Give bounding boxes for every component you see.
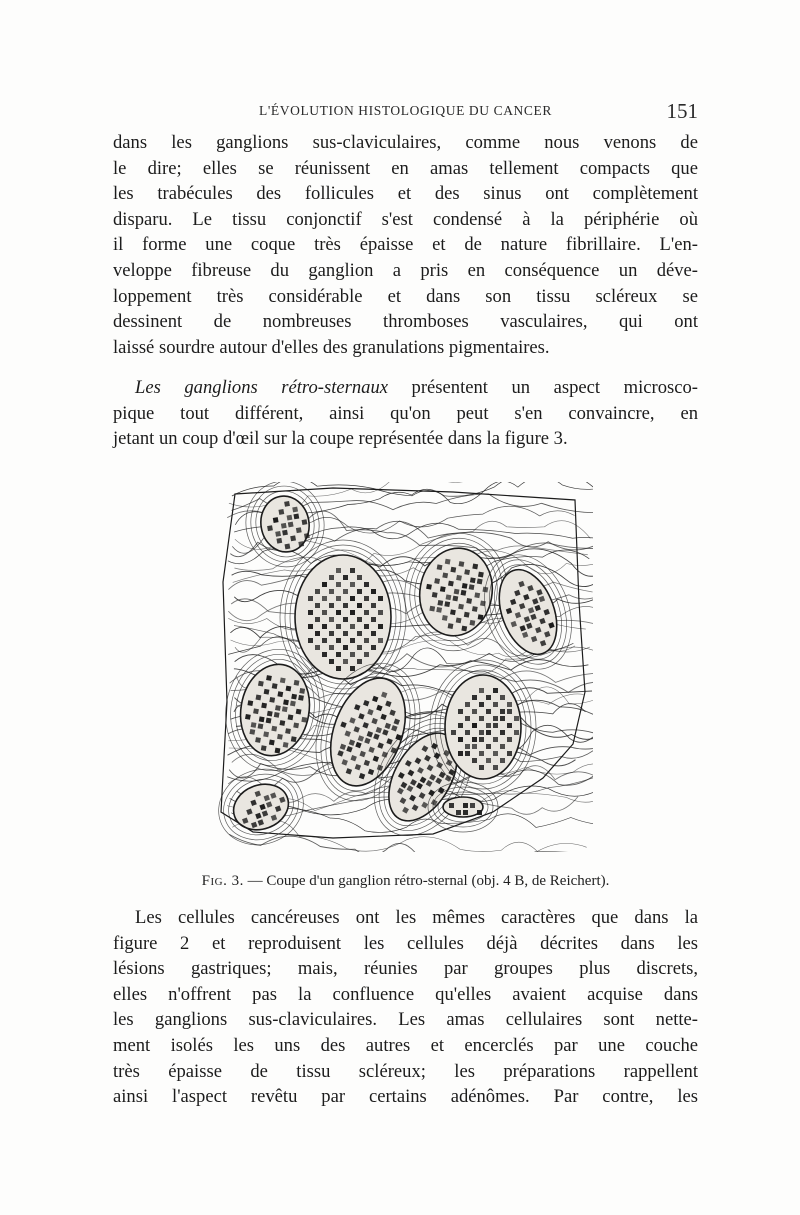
cell-mark xyxy=(350,638,355,643)
cell-mark xyxy=(479,751,484,756)
cell-mark xyxy=(357,617,362,622)
cell-mark xyxy=(478,614,484,620)
cell-mark xyxy=(266,675,272,681)
caption-text: — Coupe d'un ganglion rétro-sternal (obj. 4 B, de Reichert). xyxy=(243,873,610,889)
cell-mark xyxy=(271,726,277,732)
cell-mark xyxy=(336,596,341,601)
cell-mark xyxy=(436,607,442,613)
cell-mark xyxy=(329,659,334,664)
cell-mark xyxy=(315,631,320,636)
cell-mark xyxy=(279,720,285,726)
cancer-cell-nodule xyxy=(396,525,517,659)
cell-mark xyxy=(274,712,280,718)
cell-mark xyxy=(299,688,305,694)
cell-mark xyxy=(437,600,443,606)
cell-mark xyxy=(470,620,476,626)
cell-mark xyxy=(308,624,313,629)
cell-mark xyxy=(343,617,348,622)
text-line: disparu. Le tissu conjonctif s'est condensé à la périphérie où xyxy=(113,208,698,230)
figure-label: Fig. 3. xyxy=(201,873,244,889)
cell-mark xyxy=(486,730,491,735)
cell-mark xyxy=(474,592,480,598)
cell-mark xyxy=(378,596,383,601)
cell-mark xyxy=(283,699,289,705)
cell-mark xyxy=(298,541,304,547)
cell-mark xyxy=(296,527,302,533)
cell-mark xyxy=(479,716,484,721)
cell-mark xyxy=(472,744,477,749)
cell-mark xyxy=(461,590,467,596)
cell-mark xyxy=(293,514,299,520)
cell-mark xyxy=(336,568,341,573)
histology-drawing xyxy=(213,482,593,852)
cell-mark xyxy=(357,659,362,664)
cell-mark xyxy=(477,579,483,585)
cell-mark xyxy=(343,659,348,664)
cell-mark xyxy=(500,716,505,721)
cell-mark xyxy=(472,695,477,700)
cell-mark xyxy=(463,803,468,808)
cell-mark xyxy=(465,751,470,756)
cell-mark xyxy=(276,538,282,544)
cell-mark xyxy=(285,728,291,734)
cell-mark xyxy=(378,624,383,629)
cell-mark xyxy=(493,702,498,707)
cell-mark xyxy=(336,624,341,629)
cancer-cell-nodule xyxy=(213,758,314,852)
cell-mark xyxy=(472,709,477,714)
text-line: figure 2 et reproduisent les cellules déjà décrites dans les xyxy=(113,932,698,954)
cell-mark xyxy=(464,569,470,575)
cell-mark xyxy=(343,603,348,608)
text-fragment: présentent un aspect microsco- xyxy=(388,377,698,398)
cell-mark xyxy=(465,730,470,735)
cell-mark xyxy=(350,610,355,615)
cell-mark xyxy=(291,694,297,700)
text-line: veloppe fibreuse du ganglion a pris en conséquence un déve- xyxy=(113,259,698,281)
cell-mark xyxy=(286,686,292,692)
cell-mark xyxy=(336,610,341,615)
cell-mark xyxy=(350,624,355,629)
cell-mark xyxy=(452,596,458,602)
cell-mark xyxy=(371,603,376,608)
cell-mark xyxy=(329,617,334,622)
text-line: dans les ganglions sus-claviculaires, comme nous venons de xyxy=(113,132,698,153)
figure-3-illustration xyxy=(213,482,593,852)
cell-mark xyxy=(308,638,313,643)
cell-mark xyxy=(500,695,505,700)
cell-mark xyxy=(301,717,307,723)
cell-mark xyxy=(350,652,355,657)
cell-mark xyxy=(458,751,463,756)
cell-mark xyxy=(288,714,294,720)
cell-mark xyxy=(322,610,327,615)
text-line: dessinent de nombreuses thromboses vasculaires, qui ont xyxy=(113,311,698,333)
cell-mark xyxy=(256,695,262,701)
cell-mark xyxy=(258,723,264,729)
cell-mark xyxy=(479,765,484,770)
cell-mark xyxy=(472,737,477,742)
cell-mark xyxy=(259,716,265,722)
cell-mark xyxy=(329,631,334,636)
cell-mark xyxy=(329,603,334,608)
cell-mark xyxy=(275,748,281,754)
cell-mark xyxy=(378,610,383,615)
paragraph-3 xyxy=(113,905,698,1110)
cell-mark xyxy=(486,758,491,763)
cell-mark xyxy=(283,742,289,748)
cell-mark xyxy=(343,645,348,650)
text-line: ainsi l'aspect revêtu par certains adénômes. Par contre, les xyxy=(113,1086,698,1108)
cell-mark xyxy=(357,645,362,650)
cell-mark xyxy=(282,530,288,536)
cell-mark xyxy=(350,666,355,671)
cell-mark xyxy=(371,645,376,650)
cell-mark xyxy=(261,745,267,751)
cell-mark xyxy=(336,638,341,643)
page-number: 151 xyxy=(666,99,698,123)
cell-mark xyxy=(451,730,456,735)
cell-mark xyxy=(247,700,253,706)
cell-mark xyxy=(507,751,512,756)
cell-mark xyxy=(272,683,278,689)
cell-mark xyxy=(440,586,446,592)
cell-mark xyxy=(493,751,498,756)
cell-mark xyxy=(486,723,491,728)
cell-mark xyxy=(290,701,296,707)
cell-mark xyxy=(249,729,255,735)
cell-mark xyxy=(298,695,304,701)
cell-mark xyxy=(493,716,498,721)
cell-mark xyxy=(322,596,327,601)
cell-mark xyxy=(434,578,440,584)
cell-mark xyxy=(479,730,484,735)
text-line: les ganglions sus-claviculaires. Les amas cellulaires sont nette- xyxy=(113,1009,698,1031)
cell-mark xyxy=(253,708,259,714)
cell-mark xyxy=(288,522,294,528)
cell-mark xyxy=(486,695,491,700)
text-line: il forme une coque très épaisse et de nature fibrillaire. L'en- xyxy=(113,234,698,256)
cell-mark xyxy=(263,731,269,737)
cell-mark xyxy=(464,612,470,618)
text-line: laissé sourdre autour d'elles des granulations pigmentaires. xyxy=(113,336,550,358)
cell-mark xyxy=(479,688,484,693)
cell-mark xyxy=(278,509,284,515)
cell-mark xyxy=(444,601,450,607)
text-line: jetant un coup d'œil sur la coupe représentée dans la figure 3. xyxy=(113,428,568,450)
cell-mark xyxy=(336,666,341,671)
cell-mark xyxy=(336,582,341,587)
cell-mark xyxy=(456,810,461,815)
cell-mark xyxy=(493,723,498,728)
cell-mark xyxy=(450,567,456,573)
cell-mark xyxy=(469,584,475,590)
cell-mark xyxy=(450,609,456,615)
cell-mark xyxy=(458,709,463,714)
cell-mark xyxy=(336,652,341,657)
running-head xyxy=(113,101,698,125)
cell-mark xyxy=(364,652,369,657)
cell-mark xyxy=(291,736,297,742)
cell-mark xyxy=(371,589,376,594)
cell-mark xyxy=(350,582,355,587)
cell-mark xyxy=(251,722,257,728)
cell-mark xyxy=(465,702,470,707)
cell-mark xyxy=(486,744,491,749)
cell-mark xyxy=(267,525,273,531)
text-line: Les cellules cancéreuses ont les mêmes caractères que dans la xyxy=(135,907,698,928)
cell-mark xyxy=(449,803,454,808)
cell-mark xyxy=(315,617,320,622)
cell-mark xyxy=(437,564,443,570)
cell-mark xyxy=(493,688,498,693)
cell-mark xyxy=(364,624,369,629)
cell-mark xyxy=(371,617,376,622)
text-line: elles n'offrent pas la confluence qu'elles avaient acquise dans xyxy=(113,983,698,1005)
cell-mark xyxy=(514,730,519,735)
cell-mark xyxy=(462,583,468,589)
cell-mark xyxy=(448,581,454,587)
figure-caption xyxy=(113,873,698,890)
cell-mark xyxy=(446,594,452,600)
cell-mark xyxy=(292,507,298,513)
cell-mark xyxy=(255,737,261,743)
cell-mark xyxy=(500,709,505,714)
cell-mark xyxy=(284,501,290,507)
cell-mark xyxy=(329,645,334,650)
running-title: L'ÉVOLUTION HISTOLOGIQUE DU CANCER xyxy=(259,103,552,118)
cell-mark xyxy=(357,575,362,580)
cell-mark xyxy=(472,723,477,728)
cell-mark xyxy=(285,544,291,550)
cell-mark xyxy=(277,691,283,697)
cell-mark xyxy=(322,624,327,629)
cell-mark xyxy=(458,604,464,610)
text-line: le dire; elles se réunissent en amas tellement compacts que xyxy=(113,157,698,179)
cell-mark xyxy=(478,572,484,578)
cell-mark xyxy=(293,723,299,729)
text-line: pique tout différent, ainsi qu'on peut s'en convaincre, en xyxy=(113,402,698,424)
cell-mark xyxy=(322,652,327,657)
cell-mark xyxy=(245,714,251,720)
cell-mark xyxy=(302,519,308,525)
cell-mark xyxy=(364,638,369,643)
cell-mark xyxy=(357,603,362,608)
cell-mark xyxy=(329,589,334,594)
cell-mark xyxy=(507,709,512,714)
cell-mark xyxy=(466,598,472,604)
cell-mark xyxy=(479,737,484,742)
cell-mark xyxy=(371,631,376,636)
text-line: les trabécules des follicules et des sinus ont complètement xyxy=(113,183,698,205)
cell-mark xyxy=(261,703,267,709)
cell-mark xyxy=(461,626,467,632)
paragraph-2 xyxy=(113,375,698,452)
cell-mark xyxy=(277,734,283,740)
cell-mark xyxy=(322,638,327,643)
cell-mark xyxy=(470,577,476,583)
cell-mark xyxy=(266,718,272,724)
cell-mark xyxy=(315,589,320,594)
cell-mark xyxy=(432,592,438,598)
cell-mark xyxy=(364,610,369,615)
cell-mark xyxy=(429,606,435,612)
text-line: très épaisse de tissu scléreux; les préparations rappellent xyxy=(113,1060,698,1082)
cell-mark xyxy=(426,584,432,590)
cell-mark xyxy=(364,582,369,587)
cell-mark xyxy=(264,689,270,695)
cell-mark xyxy=(456,617,462,623)
cell-mark xyxy=(357,631,362,636)
cell-mark xyxy=(442,572,448,578)
cell-mark xyxy=(322,582,327,587)
cell-mark xyxy=(350,596,355,601)
cell-mark xyxy=(500,758,505,763)
cell-mark xyxy=(281,523,287,529)
cell-mark xyxy=(282,706,288,712)
text-line: ment isolés les uns des autres et encerclés par une couche xyxy=(113,1034,698,1056)
cell-mark xyxy=(296,709,302,715)
cell-mark xyxy=(479,702,484,707)
cell-mark xyxy=(472,564,478,570)
cell-mark xyxy=(442,615,448,621)
cell-mark xyxy=(445,559,451,565)
cell-mark xyxy=(258,681,264,687)
cell-mark xyxy=(454,589,460,595)
cell-mark xyxy=(456,575,462,581)
cell-mark xyxy=(463,810,468,815)
cell-mark xyxy=(470,803,475,808)
cell-mark xyxy=(364,596,369,601)
cell-mark xyxy=(315,603,320,608)
cell-mark xyxy=(493,737,498,742)
cell-mark xyxy=(465,744,470,749)
cell-mark xyxy=(459,561,465,567)
cell-mark xyxy=(269,740,275,746)
cell-mark xyxy=(343,589,348,594)
cell-mark xyxy=(507,737,512,742)
cell-mark xyxy=(472,606,478,612)
italic-phrase: Les ganglions rétro-sternaux xyxy=(135,377,388,398)
cell-mark xyxy=(486,709,491,714)
cell-mark xyxy=(507,702,512,707)
cell-mark xyxy=(315,645,320,650)
cell-mark xyxy=(472,758,477,763)
cell-mark xyxy=(343,575,348,580)
cell-mark xyxy=(304,533,310,539)
cell-mark xyxy=(329,575,334,580)
paragraph-1 xyxy=(113,130,698,360)
text-line: loppement très considérable et dans son tissu scléreux se xyxy=(113,285,698,307)
cell-mark xyxy=(448,623,454,629)
cell-mark xyxy=(269,697,275,703)
cell-mark xyxy=(280,678,286,684)
cell-mark xyxy=(514,716,519,721)
cell-mark xyxy=(357,589,362,594)
cell-mark xyxy=(493,765,498,770)
cell-mark xyxy=(275,705,281,711)
cell-mark xyxy=(294,680,300,686)
cell-mark xyxy=(343,631,348,636)
cell-mark xyxy=(458,723,463,728)
text-line xyxy=(113,375,698,401)
cell-mark xyxy=(267,711,273,717)
cell-mark xyxy=(273,517,279,523)
cell-mark xyxy=(465,716,470,721)
cell-mark xyxy=(290,535,296,541)
cell-mark xyxy=(275,531,281,537)
cell-mark xyxy=(350,568,355,573)
cell-mark xyxy=(378,638,383,643)
cell-mark xyxy=(500,744,505,749)
cell-mark xyxy=(458,737,463,742)
cell-mark xyxy=(500,730,505,735)
cell-mark xyxy=(308,610,313,615)
cell-mark xyxy=(477,810,482,815)
cell-mark xyxy=(308,596,313,601)
cell-mark xyxy=(287,515,293,521)
cell-mark xyxy=(507,723,512,728)
text-line: lésions gastriques; mais, réunies par groupes plus discrets, xyxy=(113,958,698,980)
